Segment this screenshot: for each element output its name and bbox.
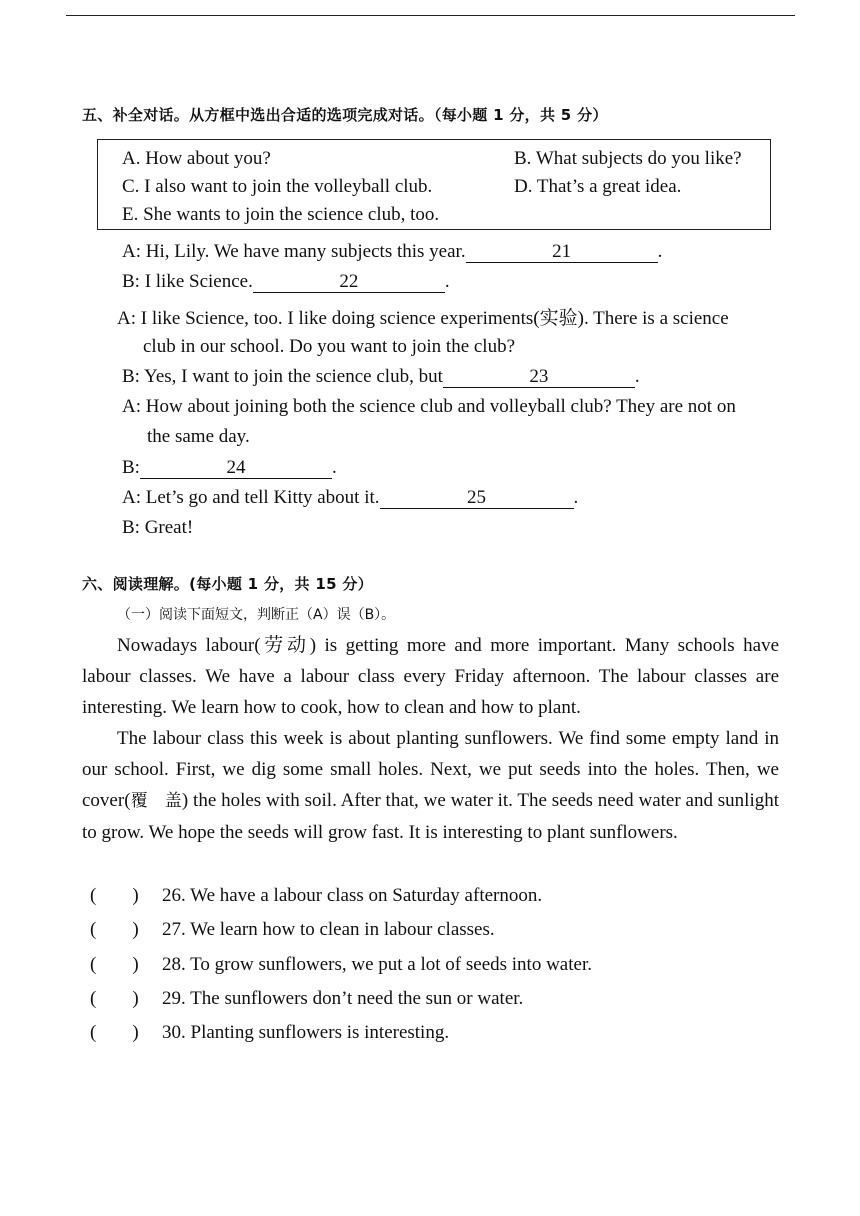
dialogue-text: B: I like Science. bbox=[122, 271, 253, 292]
dialogue-line-4 bbox=[122, 366, 640, 388]
chinese-gloss: 覆 盖 bbox=[130, 791, 182, 811]
period: . bbox=[331, 457, 337, 478]
dialogue-line-5a: A: How about joining both the science club and volleyball club? They are not on bbox=[122, 396, 736, 417]
section-5-heading: 五、补全对话。从方框中选出合适的选项完成对话。（每小题 1 分，共 5 分） bbox=[82, 106, 608, 124]
period: . bbox=[573, 487, 579, 508]
dialogue-text: B: Yes, I want to join the science club, but bbox=[122, 366, 443, 387]
question-text: 27. We learn how to clean in labour classes. bbox=[162, 919, 495, 940]
dialogue-line-3a: A: I like Science, too. I like doing science experiments(实验). There is a science bbox=[117, 308, 729, 329]
question-30 bbox=[90, 1022, 449, 1044]
section-6-heading: 六、阅读理解。(每小题 1 分，共 15 分） bbox=[82, 575, 373, 593]
dialogue-text: B: bbox=[122, 457, 140, 478]
option-c: C. I also want to join the volleyball club. bbox=[122, 176, 433, 197]
options-box bbox=[97, 139, 771, 230]
dialogue-text: A: Hi, Lily. We have many subjects this year. bbox=[122, 241, 466, 262]
dialogue-line-8: B: Great! bbox=[122, 517, 194, 538]
period: . bbox=[444, 271, 450, 292]
option-a: A. How about you? bbox=[122, 148, 271, 169]
paragraph-text: The labour class this week is about planting sunflowers. We find some empty land in our school. First, we dig some small holes. Next, we put seeds into the holes. Then, we cover( bbox=[82, 728, 779, 811]
answer-parentheses[interactable]: ( ) bbox=[90, 988, 139, 1009]
question-text: 26. We have a labour class on Saturday afternoon. bbox=[162, 885, 543, 906]
dialogue-line-2 bbox=[122, 271, 450, 293]
question-text: 29. The sunflowers don’t need the sun or water. bbox=[162, 988, 524, 1009]
answer-blank-23[interactable]: 23 bbox=[443, 367, 635, 388]
answer-parentheses[interactable]: ( ) bbox=[90, 919, 139, 940]
option-b: B. What subjects do you like? bbox=[514, 148, 742, 169]
question-28 bbox=[90, 954, 592, 976]
option-e: E. She wants to join the science club, too. bbox=[122, 204, 440, 225]
question-27 bbox=[90, 919, 495, 941]
answer-blank-22[interactable]: 22 bbox=[253, 272, 445, 293]
option-d: D. That’s a great idea. bbox=[514, 176, 682, 197]
question-text: 28. To grow sunflowers, we put a lot of seeds into water. bbox=[162, 954, 592, 975]
dialogue-line-1 bbox=[122, 241, 662, 263]
header-rule bbox=[66, 15, 795, 16]
answer-blank-21[interactable]: 21 bbox=[466, 242, 658, 263]
dialogue-line-6 bbox=[122, 457, 337, 479]
question-29 bbox=[90, 988, 523, 1010]
question-text: 30. Planting sunflowers is interesting. bbox=[162, 1022, 450, 1043]
dialogue-text: A: Let’s go and tell Kitty about it. bbox=[122, 487, 380, 508]
answer-parentheses[interactable]: ( ) bbox=[90, 954, 139, 975]
dialogue-line-7 bbox=[122, 487, 578, 509]
answer-blank-25[interactable]: 25 bbox=[380, 488, 574, 509]
reading-paragraph-1: Nowadays labour(劳动) is getting more and more important. Many schools have labour classes. We have a labour class every Friday afternoon. The labour classes are interesting. We learn how to cook, how to clean and how to plant. bbox=[82, 635, 779, 718]
answer-blank-24[interactable]: 24 bbox=[140, 458, 332, 479]
dialogue-line-3b: club in our school. Do you want to join the club? bbox=[143, 336, 516, 357]
section-6-subheading: （一）阅读下面短文，判断正（A）误（B）。 bbox=[117, 607, 396, 623]
paragraph-text: ) the holes with soil. After that, we water it. The seeds need water and sunlight to grow. We hope the seeds will grow fast. It is interesting to plant sunflowers. bbox=[82, 790, 780, 843]
reading-paragraph-2 bbox=[82, 723, 779, 848]
answer-parentheses[interactable]: ( ) bbox=[90, 885, 139, 906]
period: . bbox=[657, 241, 663, 262]
period: . bbox=[634, 366, 640, 387]
question-26 bbox=[90, 885, 542, 907]
dialogue-line-5b: the same day. bbox=[147, 426, 250, 447]
answer-parentheses[interactable]: ( ) bbox=[90, 1022, 139, 1043]
